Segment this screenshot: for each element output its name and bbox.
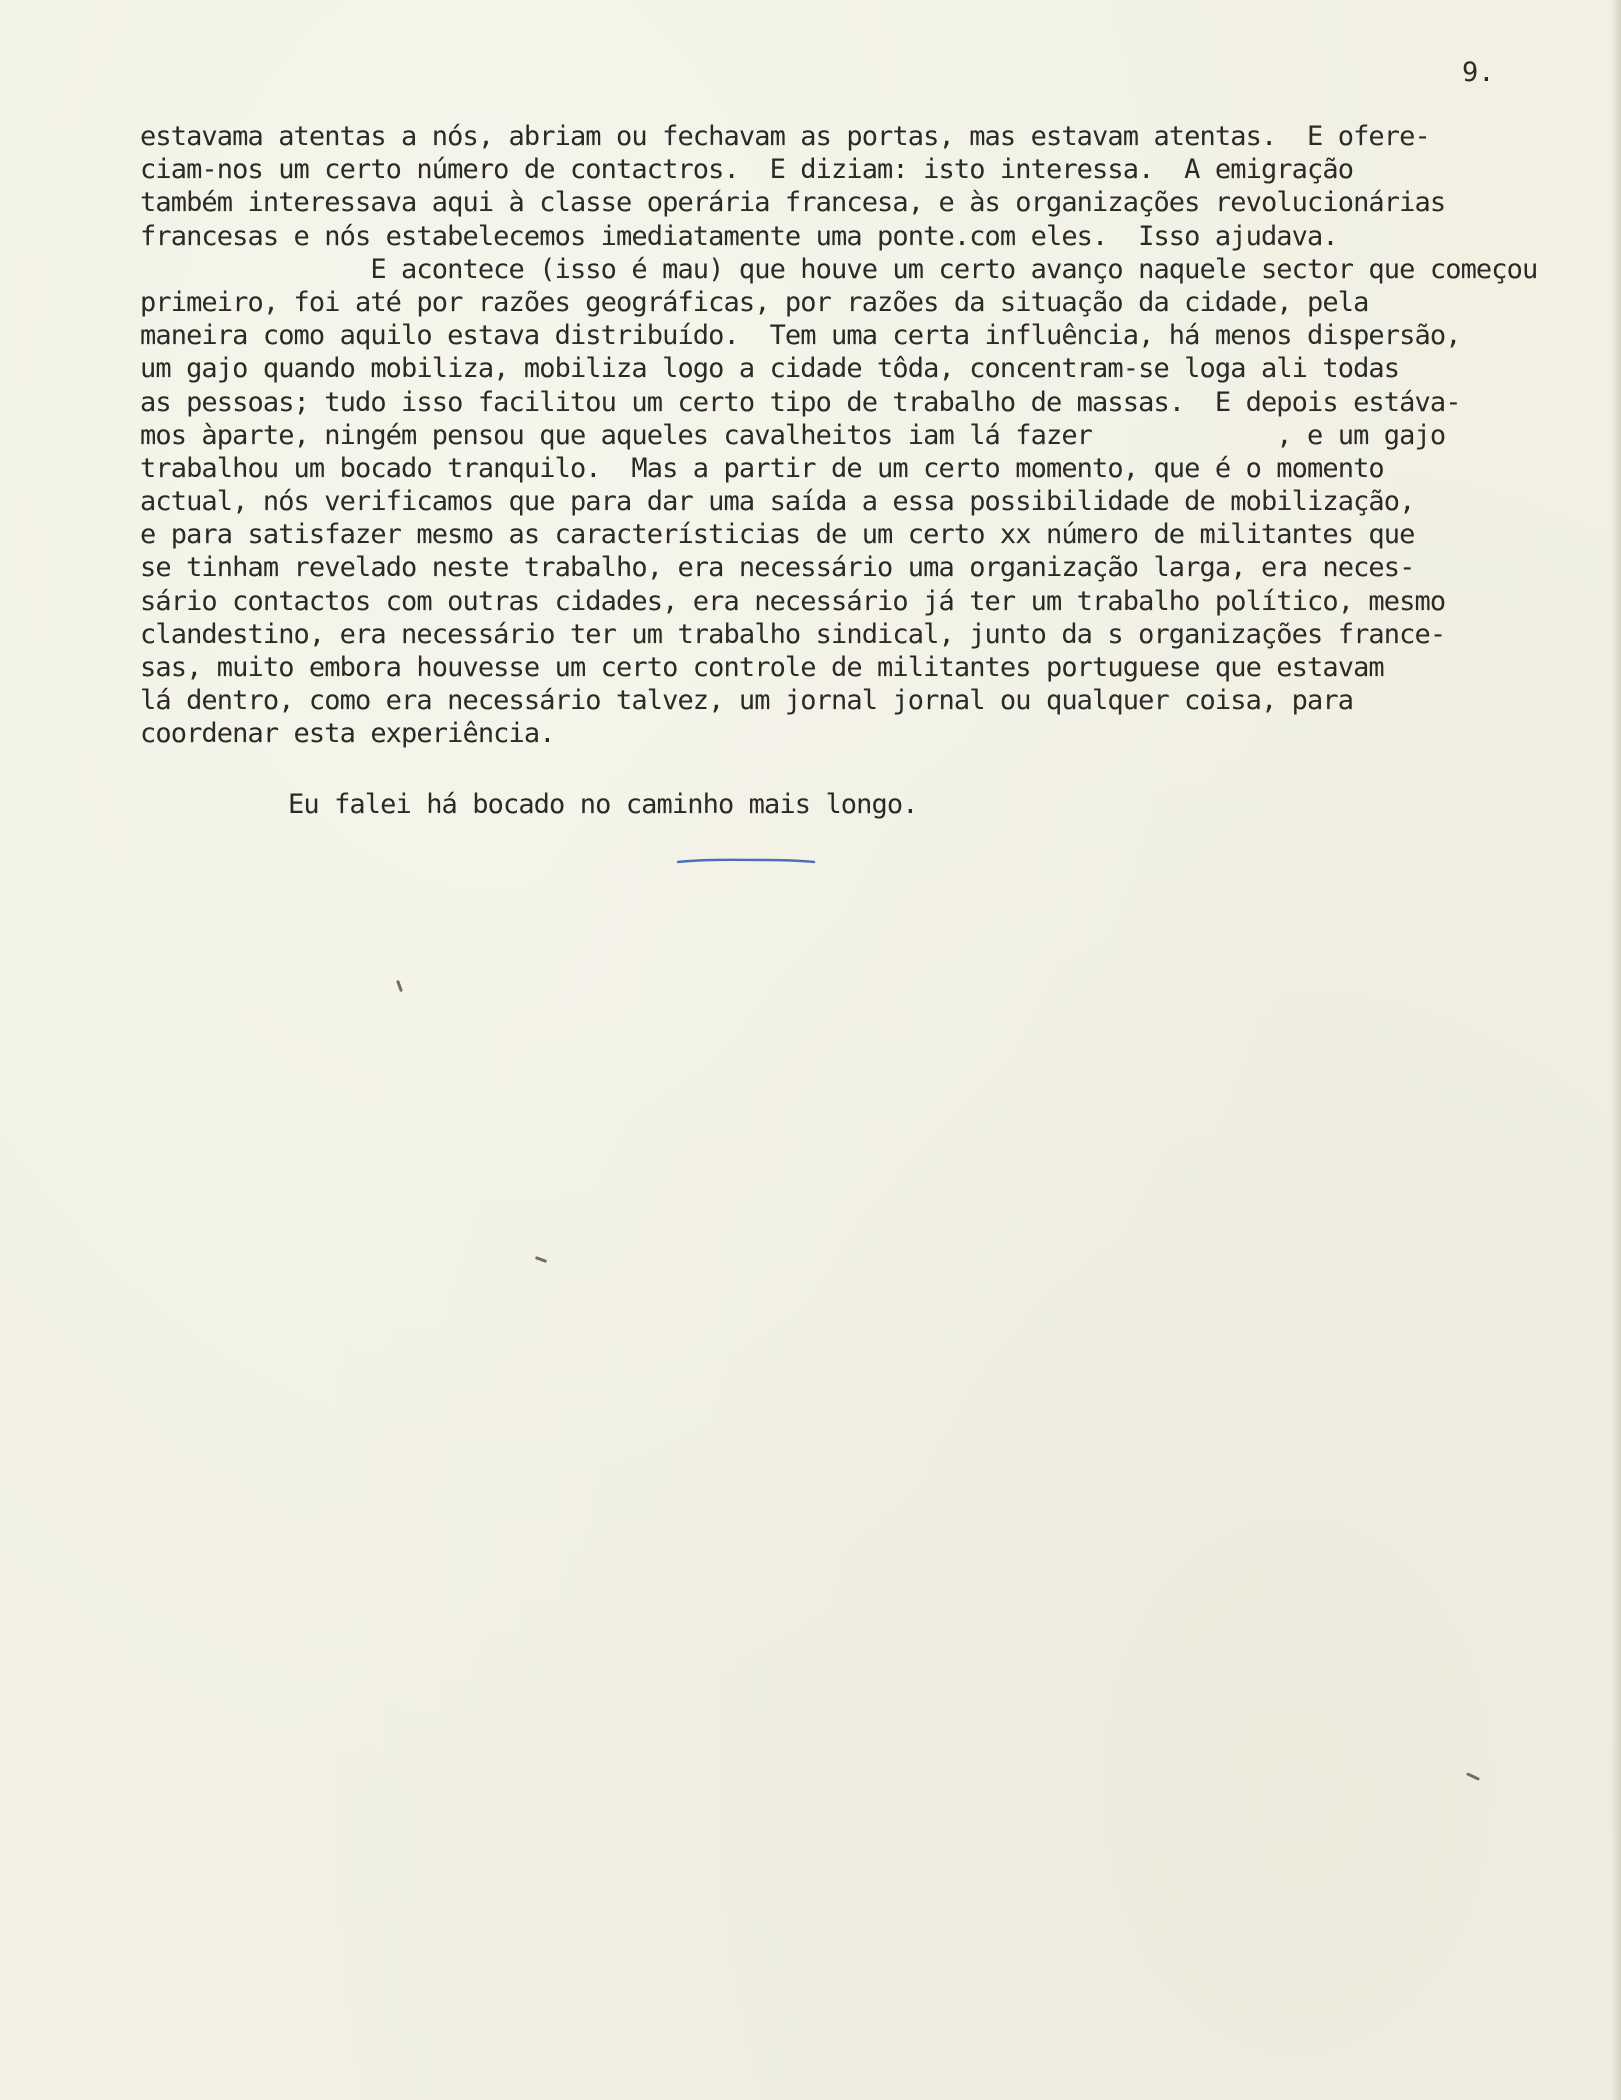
text-line: ciam-nos um certo número de contactros. E diziam: isto interessa. A emigração [140, 154, 1354, 186]
blue-pen-underline [676, 857, 816, 865]
page-edge-shadow [1611, 0, 1621, 2100]
text-line: E acontece (isso é mau) que houve um certo avanço naquele sector que começou [140, 253, 1538, 285]
text-line: sas, muito embora houvesse um certo controle de militantes portuguese que estavam [140, 652, 1384, 683]
text-line: se tinham revelado neste trabalho, era necessário uma organização larga, era neces- [140, 552, 1415, 584]
text-line: francesas e nós estabelecemos imediatamente uma ponte.com eles. Isso ajudava. [140, 220, 1338, 252]
text-line: actual, nós verificamos que para dar uma saída a essa possibilidade de mobilização, [140, 486, 1415, 518]
text-line: as pessoas; tudo isso facilitou um certo tipo de trabalho de massas. E depois estáva- [140, 386, 1461, 418]
text-line: maneira como aquilo estava distribuído. Tem uma certa influência, há menos dispersão, [140, 320, 1461, 352]
page-number: 9. [1462, 57, 1495, 88]
text-line: e para satisfazer mesmo as característicias de um certo xx número de militantes que [140, 519, 1415, 551]
closing-sentence: Eu falei há bocado no caminho mais longo. [288, 789, 918, 820]
text-line: estavama atentas a nós, abriam ou fechavam as portas, mas estavam atentas. E ofere- [140, 121, 1430, 152]
text-line: também interessava aqui à classe operária francesa, e às organizações revolucionárias [140, 187, 1446, 219]
text-line: sário contactos com outras cidades, era necessário já ter um trabalho político, mesmo [140, 585, 1446, 617]
text-line: mos àparte, ningém pensou que aqueles cavalheitos iam lá fazer , e um gajo [140, 419, 1446, 451]
paper-speck [396, 980, 403, 992]
text-line: um gajo quando mobiliza, mobiliza logo a cidade tôda, concentram-se loga ali todas [140, 353, 1400, 385]
text-line: trabalhou um bocado tranquilo. Mas a partir de um certo momento, que é o momento [140, 452, 1384, 484]
paper-speck [535, 1256, 547, 1263]
typed-paragraph [140, 120, 1580, 751]
text-line: coordenar esta experiência. [140, 718, 555, 750]
text-line: lá dentro, como era necessário talvez, um jornal jornal ou qualquer coisa, para [140, 685, 1354, 717]
paper-speck [1466, 1772, 1480, 1781]
text-line: primeiro, foi até por razões geográficas, por razões da situação da cidade, pela [140, 286, 1369, 318]
text-line: clandestino, era necessário ter um trabalho sindical, junto da s organizações france- [140, 618, 1446, 650]
